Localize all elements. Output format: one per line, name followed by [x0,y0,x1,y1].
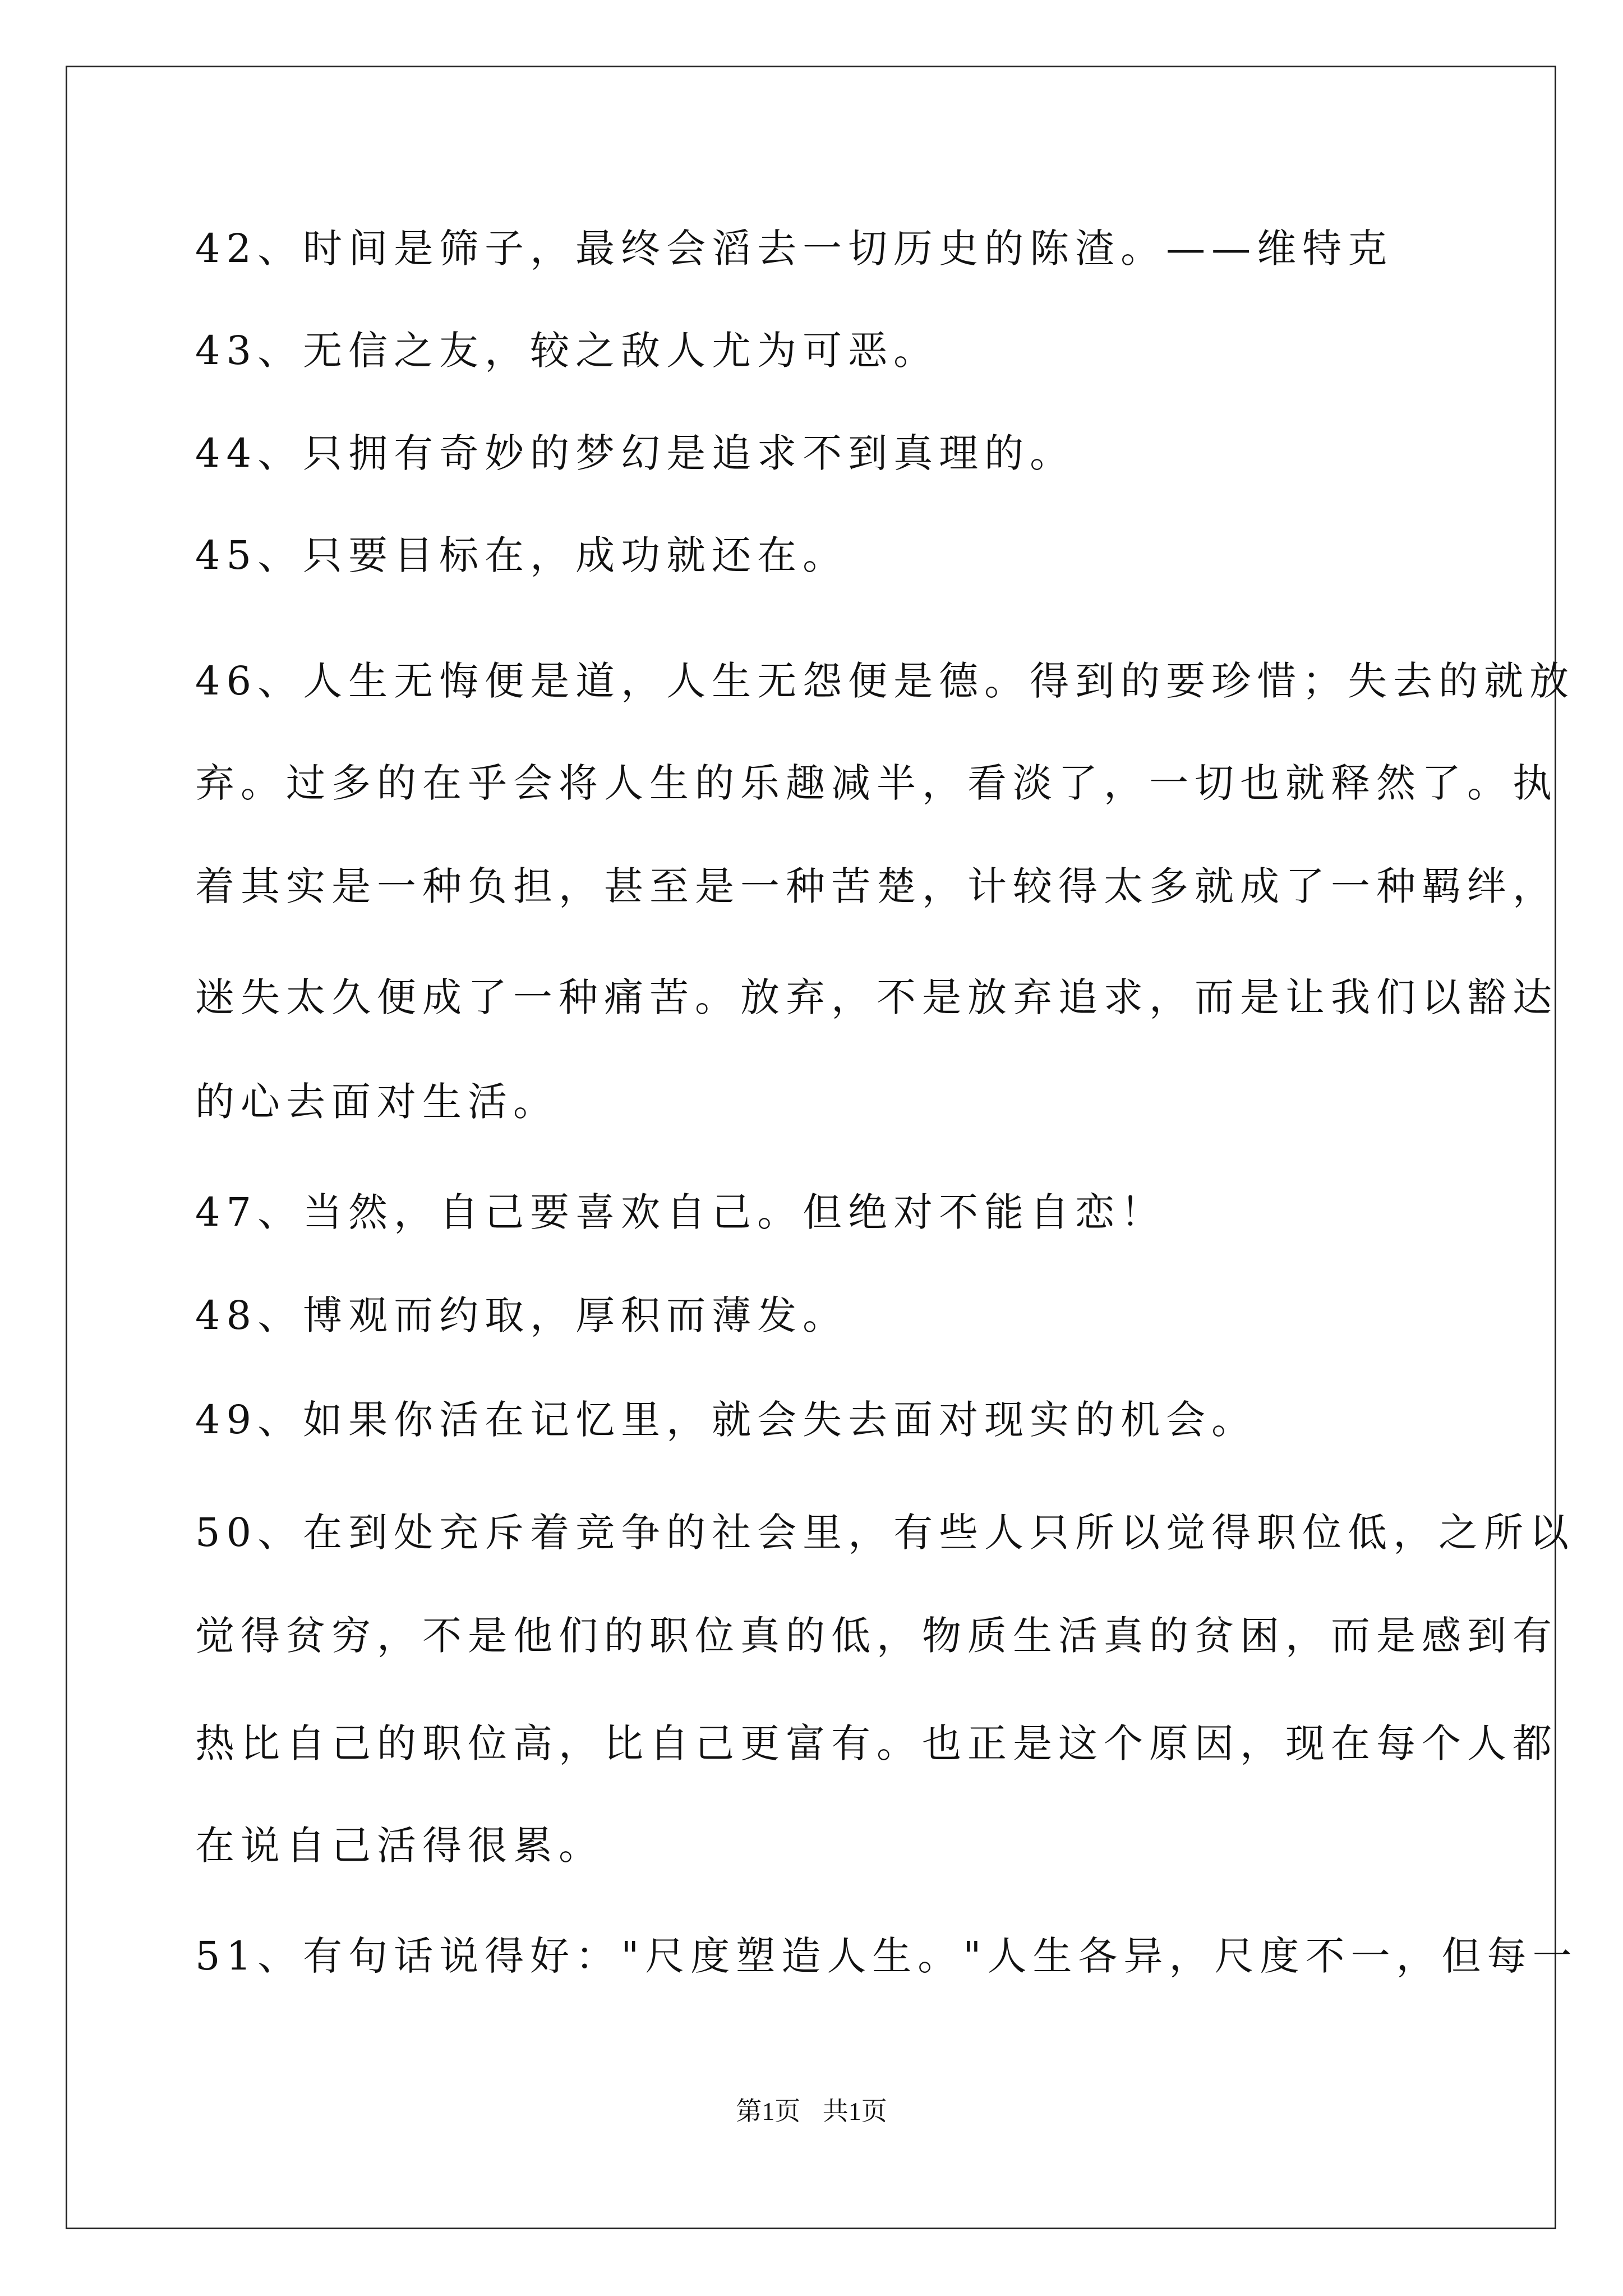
text-line: 弃。过多的在乎会将人生的乐趣减半，看淡了，一切也就释然了。执 [195,760,1558,806]
text-line: 44、只拥有奇妙的梦幻是追求不到真理的。 [195,430,1076,476]
text-line: 的心去面对生活。 [195,1079,559,1125]
text-line: 51、有句话说得好："尺度塑造人生。"人生各异，尺度不一，但每一 [195,1933,1578,1979]
page-border [66,66,1556,2229]
text-line: 在说自己活得很累。 [195,1823,604,1869]
text-line: 热比自己的职位高，比自己更富有。也正是这个原因，现在每个人都 [195,1720,1558,1766]
text-line: 迷失太久便成了一种痛苦。放弃，不是放弃追求，而是让我们以豁达 [195,974,1558,1020]
text-line: 50、在到处充斥着竞争的社会里，有些人只所以觉得职位低，之所以 [195,1510,1575,1556]
text-line: 43、无信之友，较之敌人尤为可恶。 [195,328,939,374]
text-line: 着其实是一种负担，甚至是一种苦楚，计较得太多就成了一种羁绊， [195,863,1558,909]
text-line: 45、只要目标在，成功就还在。 [195,532,849,578]
page-number: 第1页 [736,2097,801,2125]
page-footer [0,2091,1623,2128]
text-line: 42、时间是筛子，最终会滔去一切历史的陈渣。——维特克 [195,226,1394,272]
text-line: 49、如果你活在记忆里，就会失去面对现实的机会。 [195,1397,1257,1443]
text-line: 觉得贫穷，不是他们的职位真的低，物质生活真的贫困，而是感到有 [195,1613,1558,1659]
page-total: 共1页 [822,2097,887,2125]
text-line: 48、博观而约取，厚积而薄发。 [195,1292,849,1338]
text-line: 47、当然，自己要喜欢自己。但绝对不能自恋！ [195,1189,1166,1235]
text-line: 46、人生无悔便是道，人生无怨便是德。得到的要珍惜；失去的就放 [195,658,1575,704]
